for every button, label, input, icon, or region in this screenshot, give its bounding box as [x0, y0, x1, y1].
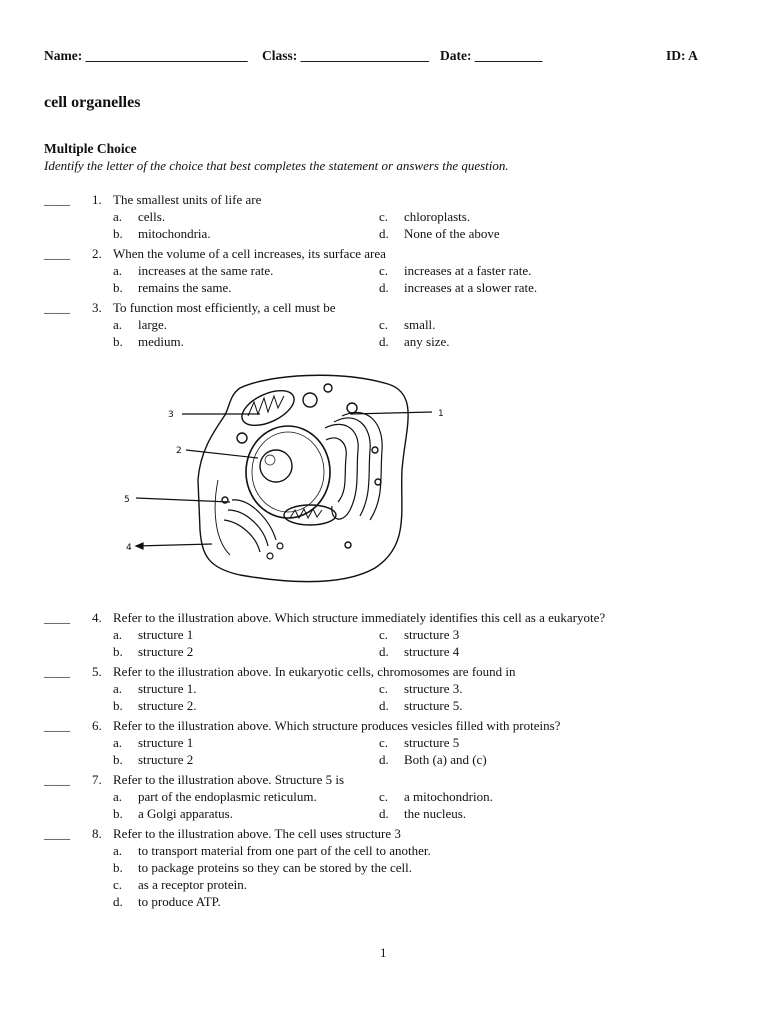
instructions: Identify the letter of the choice that best completes the statement or answers the question.: [44, 158, 509, 173]
label-3: 3: [168, 410, 174, 420]
question-number: 3.: [92, 300, 102, 315]
answer-blank[interactable]: ____: [44, 610, 70, 625]
question-number: 5.: [92, 664, 102, 679]
question-text: Refer to the illustration above. In eukaryotic cells, chromosomes are found in: [113, 664, 516, 679]
label-2: 2: [176, 446, 182, 456]
label-4: 4: [126, 543, 132, 553]
question-text: When the volume of a cell increases, its surface area: [113, 246, 386, 261]
id-field: ID: A: [666, 48, 698, 63]
question-text: The smallest units of life are: [113, 192, 262, 207]
question-number: 8.: [92, 826, 102, 841]
question-text: Refer to the illustration above. Which structure produces vesicles filled with proteins?: [113, 718, 561, 733]
nucleus: [246, 426, 330, 518]
answer-blank[interactable]: ____: [44, 772, 70, 787]
cell-membrane: [198, 375, 408, 581]
question-text: To function most efficiently, a cell must be: [113, 300, 336, 315]
answer-blank[interactable]: ____: [44, 192, 70, 207]
cell-diagram: [120, 370, 460, 590]
class-field: Class: ___________________: [262, 48, 429, 63]
answer-blank[interactable]: ____: [44, 826, 70, 841]
answer-blank[interactable]: ____: [44, 246, 70, 261]
section-heading: Multiple Choice: [44, 141, 137, 156]
label-5: 5: [124, 495, 130, 505]
page-title: cell organelles: [44, 94, 141, 111]
question-number: 7.: [92, 772, 102, 787]
question-text: Refer to the illustration above. Which structure immediately identifies this cell as a eukaryote?: [113, 610, 606, 625]
page-number: 1: [380, 945, 387, 960]
answer-blank[interactable]: ____: [44, 300, 70, 315]
question-number: 1.: [92, 192, 102, 207]
question-number: 6.: [92, 718, 102, 733]
answer-blank[interactable]: ____: [44, 664, 70, 679]
endoplasmic-reticulum: [325, 412, 382, 520]
question-number: 2.: [92, 246, 102, 261]
header: [44, 48, 704, 66]
label-1: 1: [438, 409, 444, 419]
question-text: Refer to the illustration above. Structure 5 is: [113, 772, 345, 787]
name-field: Name: ________________________: [44, 48, 248, 63]
mitochondrion-top: [237, 383, 300, 432]
question-number: 4.: [92, 610, 102, 625]
question-text: Refer to the illustration above. The cell uses structure 3: [113, 826, 401, 841]
date-field: Date: __________: [440, 48, 543, 63]
nucleolus: [260, 450, 292, 482]
answer-blank[interactable]: ____: [44, 718, 70, 733]
